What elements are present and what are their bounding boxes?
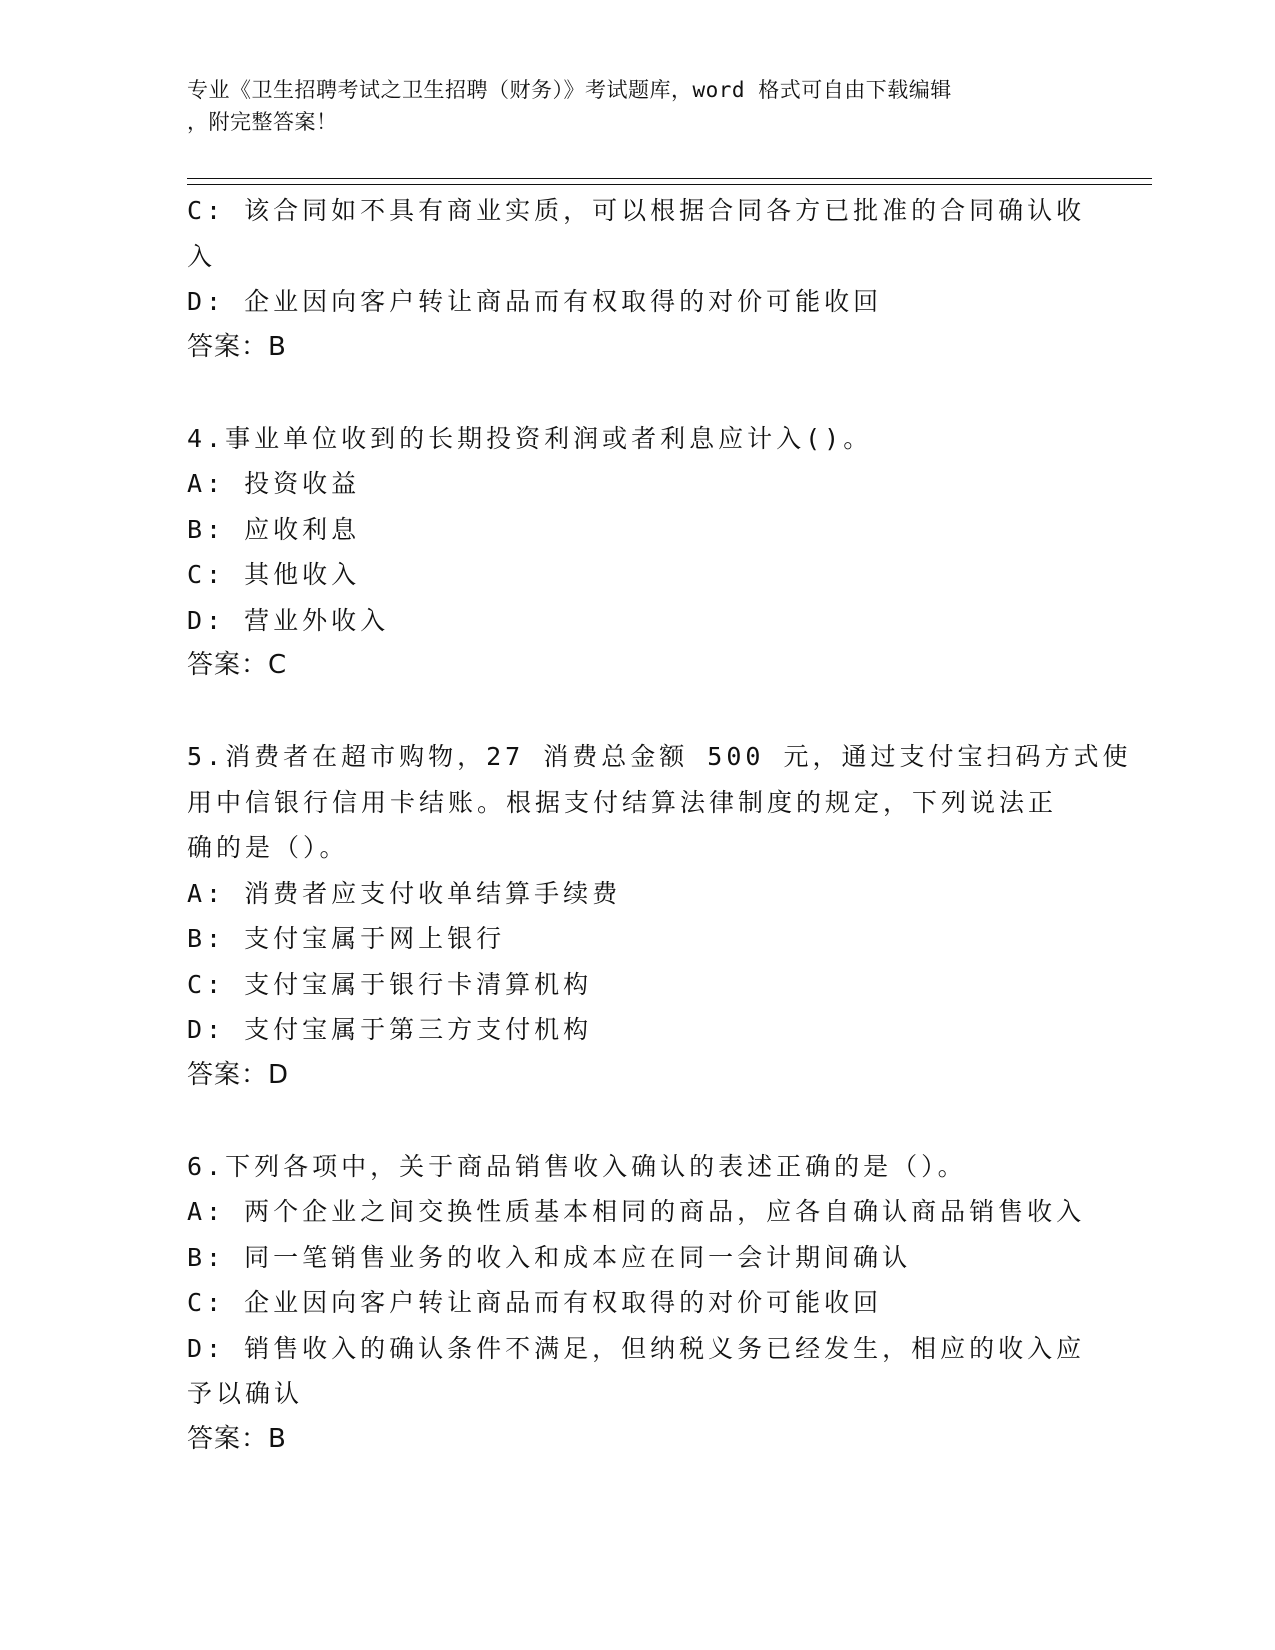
question-stem: 6.下列各项中，关于商品销售收入确认的表述正确的是（）。 xyxy=(187,1151,967,1181)
option-c: C: 其他收入 xyxy=(187,560,361,589)
answer: 答案：B xyxy=(187,1423,287,1454)
option-d: D: 企业因向客户转让商品而有权取得的对价可能收回 xyxy=(187,287,883,316)
question-5 xyxy=(187,734,1132,1098)
question-4 xyxy=(187,416,1077,689)
question-list xyxy=(187,188,1132,1462)
header-rule-top xyxy=(187,178,1152,179)
option-d: D: 支付宝属于第三方支付机构 xyxy=(187,1015,593,1044)
question-6 xyxy=(187,1144,1086,1463)
answer: 答案：B xyxy=(187,331,287,362)
option-c: C: 企业因向客户转让商品而有权取得的对价可能收回 xyxy=(187,1288,883,1317)
answer: 答案：C xyxy=(187,650,288,680)
option-c-line-2: 入 xyxy=(187,241,217,271)
document-header xyxy=(187,74,1067,138)
option-a: A: 两个企业之间交换性质基本相同的商品，应各自确认商品销售收入 xyxy=(187,1197,1086,1226)
option-c-line-1: C: 该合同如不具有商业实质，可以根据合同各方已批准的合同确认收 xyxy=(187,196,1086,225)
spacer xyxy=(187,689,1077,735)
question-3-tail xyxy=(187,188,1086,370)
header-rule-bottom xyxy=(187,184,1152,185)
question-stem-line-2: 用中信银行信用卡结账。根据支付结算法律制度的规定，下列说法正 xyxy=(187,787,1058,817)
option-a: A: 消费者应支付收单结算手续费 xyxy=(187,878,622,908)
option-d: D: 营业外收入 xyxy=(187,605,390,635)
spacer xyxy=(187,370,1077,416)
option-c: C: 支付宝属于银行卡清算机构 xyxy=(187,969,593,999)
option-b: B: 应收利息 xyxy=(187,514,361,544)
option-d-line-2: 予以确认 xyxy=(187,1379,304,1408)
option-b: B: 同一笔销售业务的收入和成本应在同一会计期间确认 xyxy=(187,1242,912,1272)
question-stem-line-3: 确的是（）。 xyxy=(187,833,349,862)
header-line-2: ，附完整答案！ xyxy=(187,110,338,134)
question-stem-line-1: 5.消费者在超市购物，27 消费总金额 500 元，通过支付宝扫码方式使 xyxy=(187,742,1132,771)
option-b: B: 支付宝属于网上银行 xyxy=(187,924,506,953)
option-d-line-1: D: 销售收入的确认条件不满足，但纳税义务已经发生，相应的收入应 xyxy=(187,1333,1086,1363)
option-a: A: 投资收益 xyxy=(187,469,361,498)
answer: 答案：D xyxy=(187,1059,290,1090)
header-line-1: 专业《卫生招聘考试之卫生招聘（财务）》考试题库，word 格式可自由下载编辑 xyxy=(187,78,952,102)
spacer xyxy=(187,1098,1077,1144)
question-stem: 4.事业单位收到的长期投资利润或者利息应计入()。 xyxy=(187,423,873,453)
